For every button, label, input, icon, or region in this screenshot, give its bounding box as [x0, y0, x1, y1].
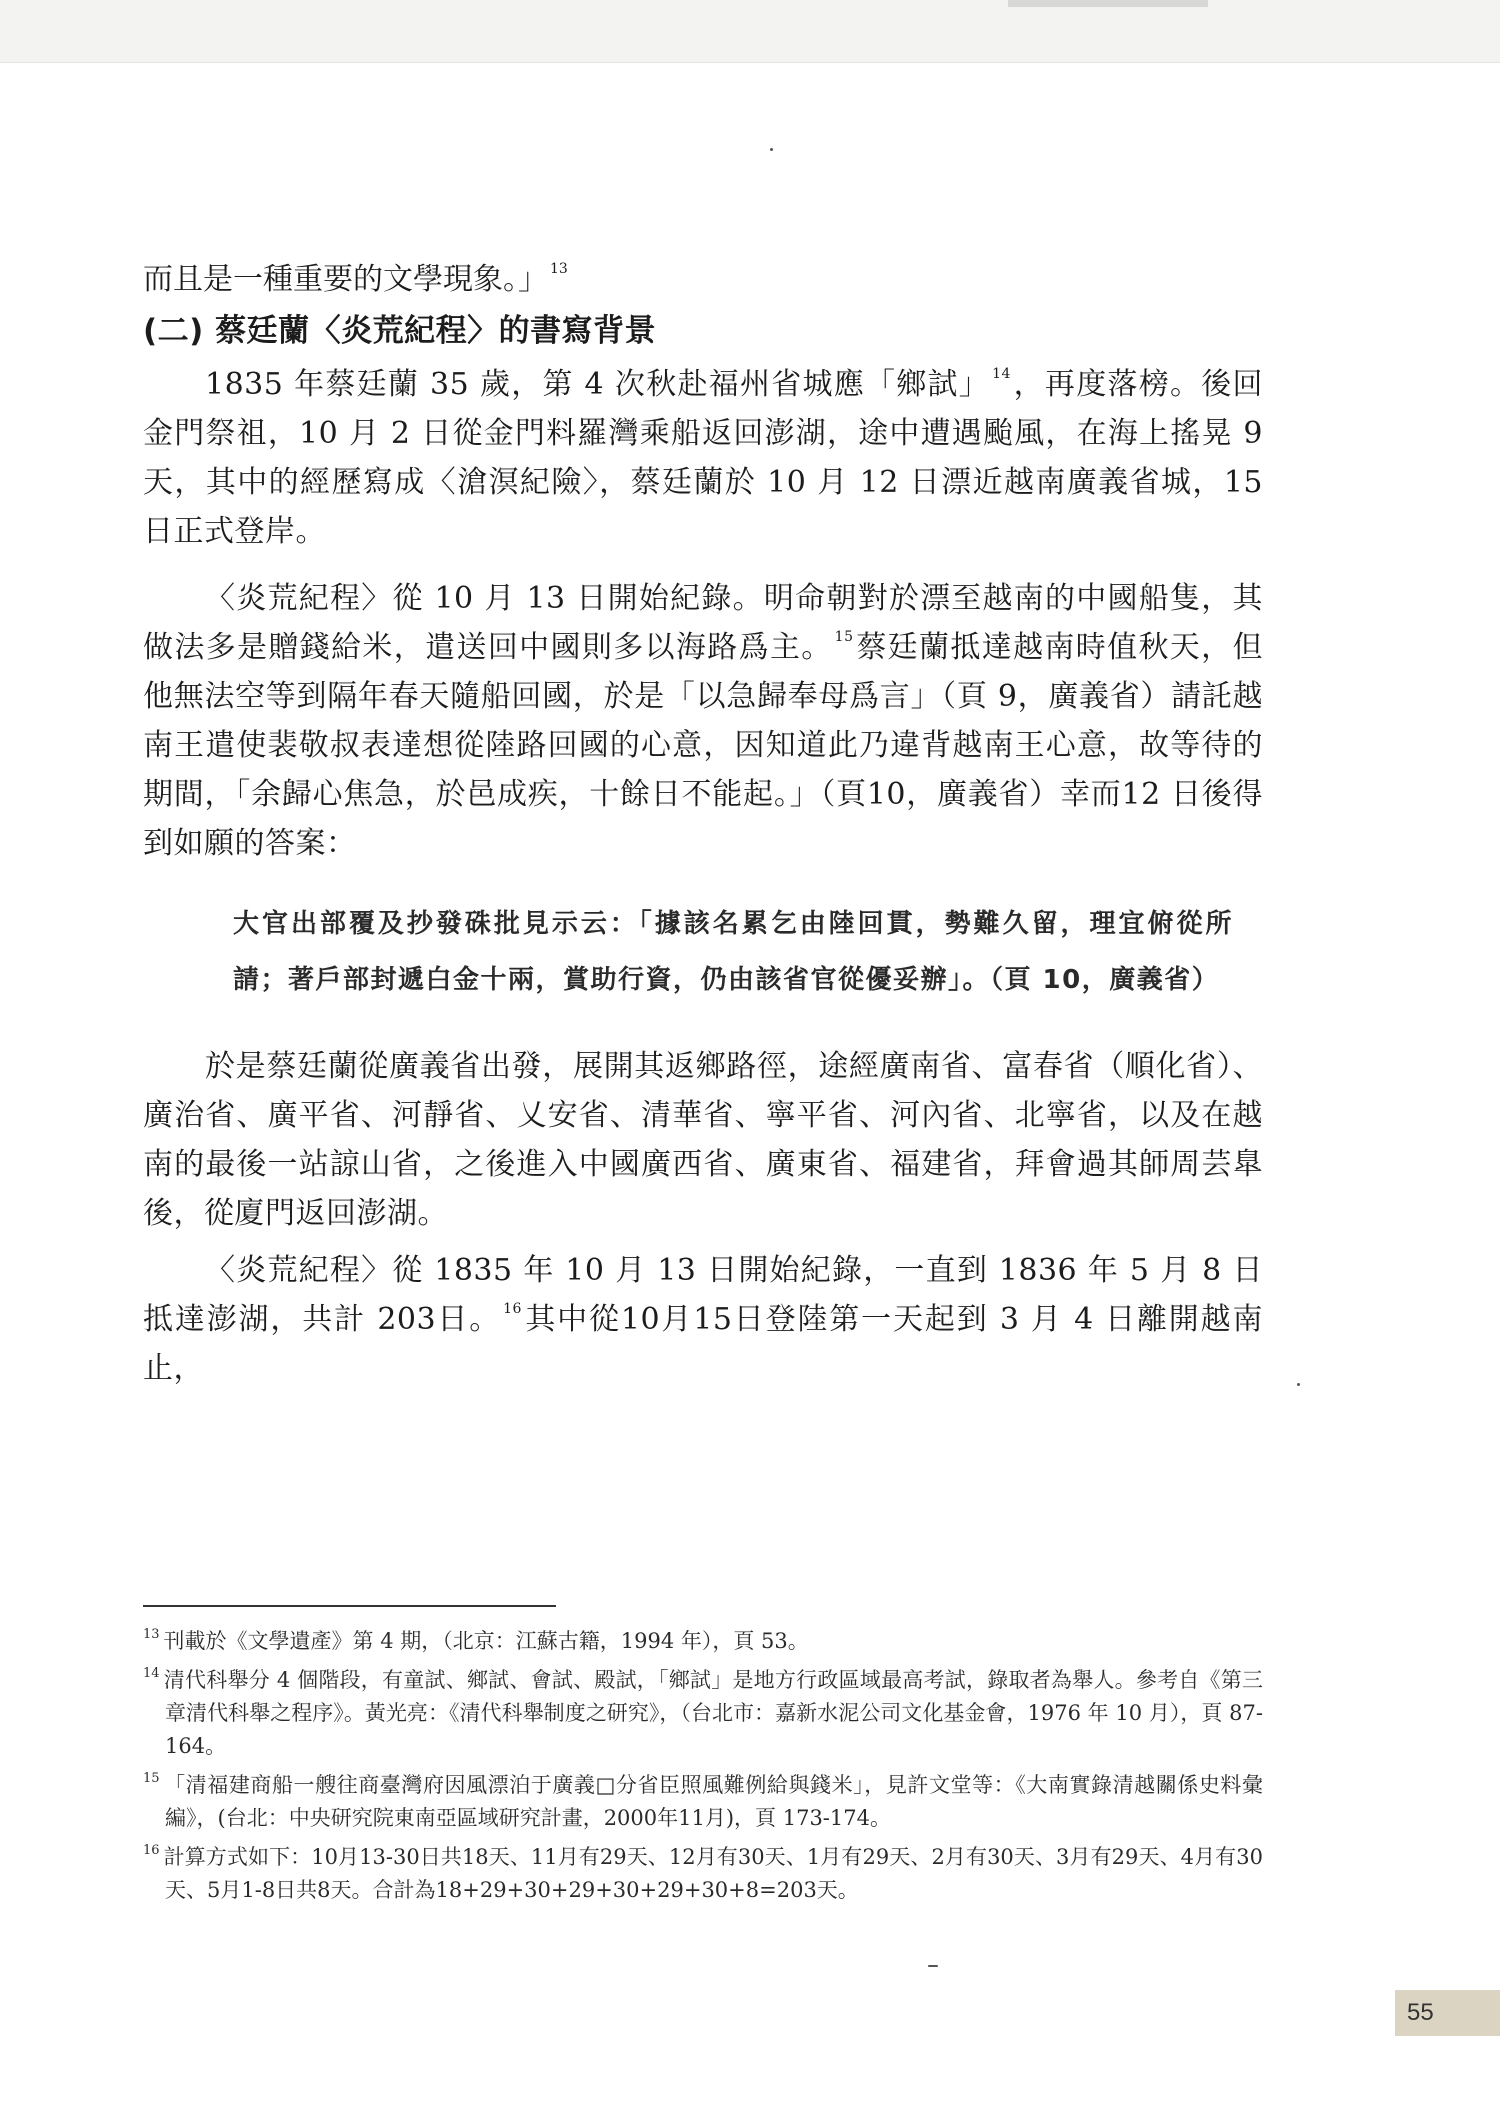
scan-speck	[770, 148, 773, 151]
section-heading: (二) 蔡廷蘭〈炎荒紀程〉的書寫背景	[143, 313, 657, 349]
footnotes	[143, 1625, 1263, 1913]
footnote-15: $^{15}$ 「清福建商船一艘往商臺灣府因風漂泊于廣義□分省臣照風難例給與錢米」，見許文堂等：《大南實錄清越關係史料彙編》，(台北：中央研究院東南亞區域研究計畫，2000年11月)，頁 173-174。	[143, 1771, 1263, 1830]
block-quote: 大官出部覆及抄發硃批見示云：「據該名累乞由陸回貫，勢難久留，理宜俯從所請；著戶部封遞白金十兩，賞助行資，仍由該省官從優妥辦」。（頁 10，廣義省）	[233, 909, 1233, 995]
continuation-line: 而且是一種重要的文學現象。」 $^{13}$	[143, 261, 568, 297]
scan-speck	[928, 1965, 938, 1967]
footnote-13: $^{13}$ 刊載於《文學遺產》第 4 期，（北京：江蘇古籍，1994 年），頁 53。	[143, 1627, 809, 1653]
footnote-14: $^{14}$ 清代科舉分 4 個階段，有童試、鄉試、會試、殿試，「鄉試」是地方行政區域最高考試，錄取者為舉人。參考自《第三章清代科舉之程序》。黃光亮：《清代科舉制度之研究》，（台北市：嘉新水泥公司文化基金會，1976 年 10 月），頁 87-164。	[143, 1666, 1263, 1758]
footnote-16: $^{16}$ 計算方式如下：10月13-30日共18天、11月有29天、12月有30天、1月有29天、2月有30天、3月有29天、4月有30天、5月1-8日共8天。合計為18+29+30+29+30+29+30+8=203天。	[143, 1843, 1263, 1902]
paragraph-2: 〈炎荒紀程〉從 10 月 13 日開始紀錄。明命朝對於漂至越南的中國船隻，其做法多是贈錢給米，遣送回中國則多以海路爲主。 $^{15}$蔡廷蘭抵達越南時值秋天，但他無法空等到隔年春天隨船回國，於是「以急歸奉母爲言」（頁 9，廣義省）請託越南王遣使裴敬叔表達想從陸路回國的心意，因知道此乃違背越南王心意，故等待的期間，「余歸心焦急，於邑成疾，十餘日不能起。」（頁10，廣義省）幸而12 日後得到如願的答案：	[143, 581, 1264, 861]
paragraph-3: 於是蔡廷蘭從廣義省出發，展開其返鄉路徑，途經廣南省、富春省（順化省）、廣治省、廣平省、河靜省、乂安省、清華省、寧平省、河內省、北寧省，以及在越南的最後一站諒山省，之後進入中國廣西省、廣東省、福建省，拜會過其師周芸臯後，從廈門返回澎湖。	[143, 1049, 1263, 1231]
footnote-ref-13[interactable]: 13	[550, 261, 568, 277]
footnote-divider	[143, 1605, 556, 1607]
scan-mark	[1008, 0, 1208, 7]
footnote-ref-16[interactable]: 16	[503, 1301, 522, 1317]
footnote-ref-15[interactable]: 15	[834, 629, 854, 645]
paragraph-1: 1835 年蔡廷蘭 35 歲，第 4 次秋赴福州省城應「鄉試」 $^{14}$，再度落榜。後回金門祭祖，10 月 2 日從金門料羅灣乘船返回澎湖，途中遭遇颱風，在海上搖晃 9 天，其中的經歷寫成〈滄溟紀險〉，蔡廷蘭於 10 月 12 日漂近越南廣義省城，15 日正式登岸。	[143, 366, 1263, 549]
page-body	[143, 255, 1263, 1393]
scan-speck	[1297, 1383, 1300, 1386]
page-number: 55	[1395, 1990, 1500, 2036]
paragraph-4: 〈炎荒紀程〉從 1835 年 10 月 13 日開始紀錄，一直到 1836 年 5 月 8 日抵達澎湖，共計 203日。 $^{16}$其中從10月15日登陸第一天起到 3 月 4 日離開越南止，	[143, 1253, 1264, 1386]
footnote-ref-14[interactable]: 14	[992, 366, 1011, 382]
scan-top-band	[0, 0, 1500, 63]
